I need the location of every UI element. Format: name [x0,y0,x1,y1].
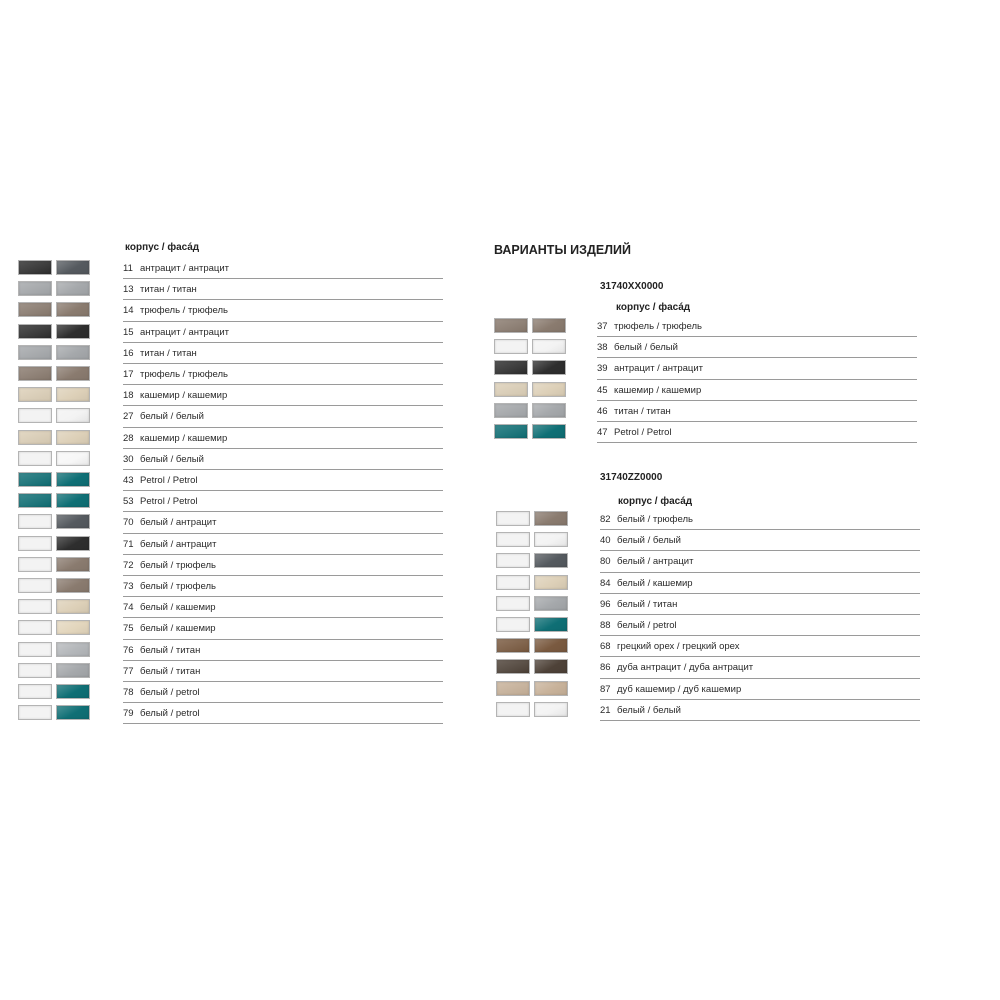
carcass-color-swatch [494,360,528,375]
color-code: 18 [123,390,134,402]
color-name: белый / petrol [140,687,200,698]
table-row [18,534,443,555]
table-row [18,428,443,449]
color-option-label [123,470,443,491]
color-code: 82 [600,514,611,525]
carcass-color-swatch [496,681,530,696]
table-row [18,682,443,703]
color-option-label [123,300,443,321]
color-name: грецкий орех / грецкий орех [617,641,740,653]
color-option-label [123,258,443,279]
carcass-color-swatch [494,382,528,397]
front-color-swatch [56,599,90,614]
color-name: белый / petrol [617,620,677,631]
color-code: 47 [597,427,608,438]
carcass-color-swatch [18,302,52,317]
carcass-color-swatch [18,260,52,275]
color-option-label [123,703,443,724]
front-color-swatch [534,702,568,717]
color-name: антрацит / антрацит [614,363,704,375]
color-name: белый / титан [140,644,201,656]
carcass-color-swatch [496,511,530,526]
carcass-color-swatch [18,620,52,635]
carcass-color-swatch [496,575,530,590]
front-color-swatch [534,617,568,632]
color-name: белый / белый [140,453,204,465]
color-name: кашемир / кашемир [140,390,228,402]
color-name: белый / кашемир [140,602,216,614]
table-row [494,380,917,401]
color-option-label [123,534,443,555]
color-code: 30 [123,453,134,465]
carcass-color-swatch [494,403,528,418]
color-option-label [123,364,443,385]
front-color-swatch [56,705,90,720]
table-row [496,636,920,657]
table-row [18,512,443,533]
carcass-color-swatch [18,281,52,296]
carcass-color-swatch [494,339,528,354]
color-name: кашемир / кашемир [614,384,702,396]
carcass-color-swatch [18,430,52,445]
carcass-color-swatch [18,387,52,402]
table-row [494,422,917,443]
color-code: 14 [123,305,134,317]
color-name: трюфель / трюфель [140,369,228,380]
color-name: белый / трюфель [617,514,693,525]
front-color-swatch [56,663,90,678]
color-code: 38 [597,342,608,354]
front-color-swatch [532,360,566,375]
table-row [18,322,443,343]
carcass-color-swatch [496,532,530,547]
color-code: 45 [597,384,608,396]
color-option-label [123,279,443,300]
front-color-swatch [534,596,568,611]
color-option-label [123,343,443,364]
color-code: 53 [123,496,134,508]
front-color-swatch [56,302,90,317]
table-row [496,573,920,594]
carcass-color-swatch [18,408,52,423]
color-option-label [600,679,920,700]
front-color-swatch [56,642,90,657]
color-code: 78 [123,687,134,698]
left-table [18,242,448,732]
color-option-label [123,597,443,618]
color-option-label [600,509,920,530]
color-code: 39 [597,363,608,375]
color-name: белый / petrol [140,708,200,720]
color-name: белый / трюфель [140,581,216,592]
carcass-color-swatch [18,578,52,593]
color-option-label [600,530,920,551]
color-name: белый / белый [614,342,678,354]
front-color-swatch [56,684,90,699]
carcass-color-swatch [18,642,52,657]
front-color-swatch [56,366,90,381]
carcass-color-swatch [18,536,52,551]
front-color-swatch [534,659,568,674]
color-name: белый / антрацит [140,538,217,550]
right-top-table [494,302,924,452]
front-color-swatch [534,681,568,696]
color-option-label [600,594,920,615]
front-color-swatch [56,430,90,445]
color-code: 27 [123,411,134,423]
color-option-label [123,406,443,427]
carcass-color-swatch [496,659,530,674]
color-code: 70 [123,517,134,529]
front-color-swatch [534,575,568,590]
color-name: трюфель / трюфель [614,321,702,332]
carcass-color-swatch [494,318,528,333]
front-color-swatch [532,318,566,333]
front-color-swatch [56,620,90,635]
color-name: белый / трюфель [140,559,216,571]
front-color-swatch [56,536,90,551]
color-option-label [600,573,920,594]
table-row [496,509,920,530]
left-table-header: корпус / фасáд [125,242,200,253]
table-row [494,337,917,358]
color-name: Petrol / Petrol [614,427,672,438]
carcass-color-swatch [18,663,52,678]
table-row [18,661,443,682]
color-name: белый / белый [617,704,681,716]
color-name: Petrol / Petrol [140,496,198,508]
front-color-swatch [56,578,90,593]
color-option-label [600,700,920,721]
table-row [18,364,443,385]
color-code: 21 [600,704,611,716]
right-top-table-header: корпус / фасáд [616,302,691,313]
color-option-label [123,640,443,661]
carcass-color-swatch [18,472,52,487]
color-name: белый / кашемир [617,577,693,589]
color-option-label [123,682,443,703]
color-option-label [597,316,917,337]
color-name: антрацит / антрацит [140,326,230,338]
carcass-color-swatch [18,599,52,614]
carcass-color-swatch [18,345,52,360]
table-row [18,279,443,300]
table-row [18,470,443,491]
page-title: ВАРИАНТЫ ИЗДЕЛИЙ [494,243,631,257]
carcass-color-swatch [18,557,52,572]
front-color-swatch [534,553,568,568]
table-row [494,316,917,337]
color-name: белый / антрацит [617,556,694,568]
table-row [494,401,917,422]
carcass-color-swatch [18,684,52,699]
carcass-color-swatch [494,424,528,439]
color-name: титан / титан [140,284,197,296]
color-option-label [123,385,443,406]
front-color-swatch [56,260,90,275]
right-bottom-table-header: корпус / фасáд [618,496,693,507]
table-row [18,258,443,279]
color-option-label [123,661,443,682]
front-color-swatch [532,382,566,397]
table-row [18,597,443,618]
right-bottom-table [496,496,926,736]
carcass-color-swatch [496,596,530,611]
color-option-label [597,401,917,422]
color-code: 75 [123,623,134,635]
front-color-swatch [56,408,90,423]
front-color-swatch [56,387,90,402]
color-name: титан / титан [140,347,197,359]
carcass-color-swatch [496,638,530,653]
color-option-label [600,551,920,572]
table-row [18,343,443,364]
front-color-swatch [534,532,568,547]
color-code: 74 [123,602,134,614]
front-color-swatch [56,345,90,360]
color-option-label [600,636,920,657]
color-code: 17 [123,369,134,380]
table-row [496,679,920,700]
table-row [496,657,920,678]
color-code: 80 [600,556,611,568]
color-option-label [597,358,917,379]
color-name: белый / белый [617,535,681,547]
front-color-swatch [532,403,566,418]
carcass-color-swatch [496,617,530,632]
color-name: трюфель / трюфель [140,305,228,317]
table-row [496,551,920,572]
table-row [18,618,443,639]
color-code: 73 [123,581,134,592]
color-option-label [600,615,920,636]
color-code: 16 [123,347,134,359]
color-name: белый / кашемир [140,623,216,635]
color-option-label [123,449,443,470]
color-name: титан / титан [614,405,671,417]
front-color-swatch [56,557,90,572]
article-number-bottom: 31740ZZ0000 [600,472,663,483]
color-code: 43 [123,475,134,486]
color-code: 71 [123,538,134,550]
color-option-label [600,657,920,678]
table-row [18,576,443,597]
color-code: 88 [600,620,611,631]
color-code: 79 [123,708,134,720]
color-option-label [123,322,443,343]
color-code: 13 [123,284,134,296]
color-code: 37 [597,321,608,332]
color-name: дуб кашемир / дуб кашемир [617,683,742,695]
color-option-label [123,576,443,597]
table-row [496,700,920,721]
color-code: 68 [600,641,611,653]
table-row [496,530,920,551]
article-number-top: 31740XX0000 [600,281,664,292]
color-name: кашемир / кашемир [140,432,228,444]
color-name: белый / антрацит [140,517,217,529]
front-color-swatch [56,281,90,296]
table-row [18,406,443,427]
front-color-swatch [56,493,90,508]
color-code: 77 [123,665,134,677]
table-row [18,491,443,512]
color-name: антрацит / антрацит [140,263,230,274]
color-name: белый / титан [140,665,201,677]
carcass-color-swatch [18,451,52,466]
table-row [496,594,920,615]
table-row [494,358,917,379]
color-option-label [123,491,443,512]
front-color-swatch [56,472,90,487]
carcass-color-swatch [18,493,52,508]
color-option-label [597,337,917,358]
color-code: 46 [597,405,608,417]
table-row [18,300,443,321]
color-option-label [123,618,443,639]
color-option-label [123,555,443,576]
color-code: 86 [600,662,611,674]
front-color-swatch [534,638,568,653]
front-color-swatch [534,511,568,526]
color-code: 15 [123,326,134,338]
front-color-swatch [56,514,90,529]
front-color-swatch [532,424,566,439]
color-name: Petrol / Petrol [140,475,198,486]
table-row [18,449,443,470]
carcass-color-swatch [496,702,530,717]
carcass-color-swatch [18,514,52,529]
table-row [18,555,443,576]
color-option-label [597,422,917,443]
carcass-color-swatch [18,366,52,381]
table-row [496,615,920,636]
color-name: белый / белый [140,411,204,423]
color-option-label [123,428,443,449]
front-color-swatch [56,324,90,339]
color-name: дуба антрацит / дуба антрацит [617,662,754,674]
color-option-label [123,512,443,533]
color-code: 84 [600,577,611,589]
color-code: 28 [123,432,134,444]
color-code: 40 [600,535,611,547]
color-name: белый / титан [617,598,678,610]
color-code: 96 [600,598,611,610]
front-color-swatch [532,339,566,354]
table-row [18,640,443,661]
table-row [18,385,443,406]
color-option-label [597,380,917,401]
front-color-swatch [56,451,90,466]
carcass-color-swatch [496,553,530,568]
color-code: 72 [123,559,134,571]
carcass-color-swatch [18,705,52,720]
color-code: 87 [600,683,611,695]
table-row [18,703,443,724]
color-code: 11 [123,263,133,274]
color-code: 76 [123,644,134,656]
carcass-color-swatch [18,324,52,339]
